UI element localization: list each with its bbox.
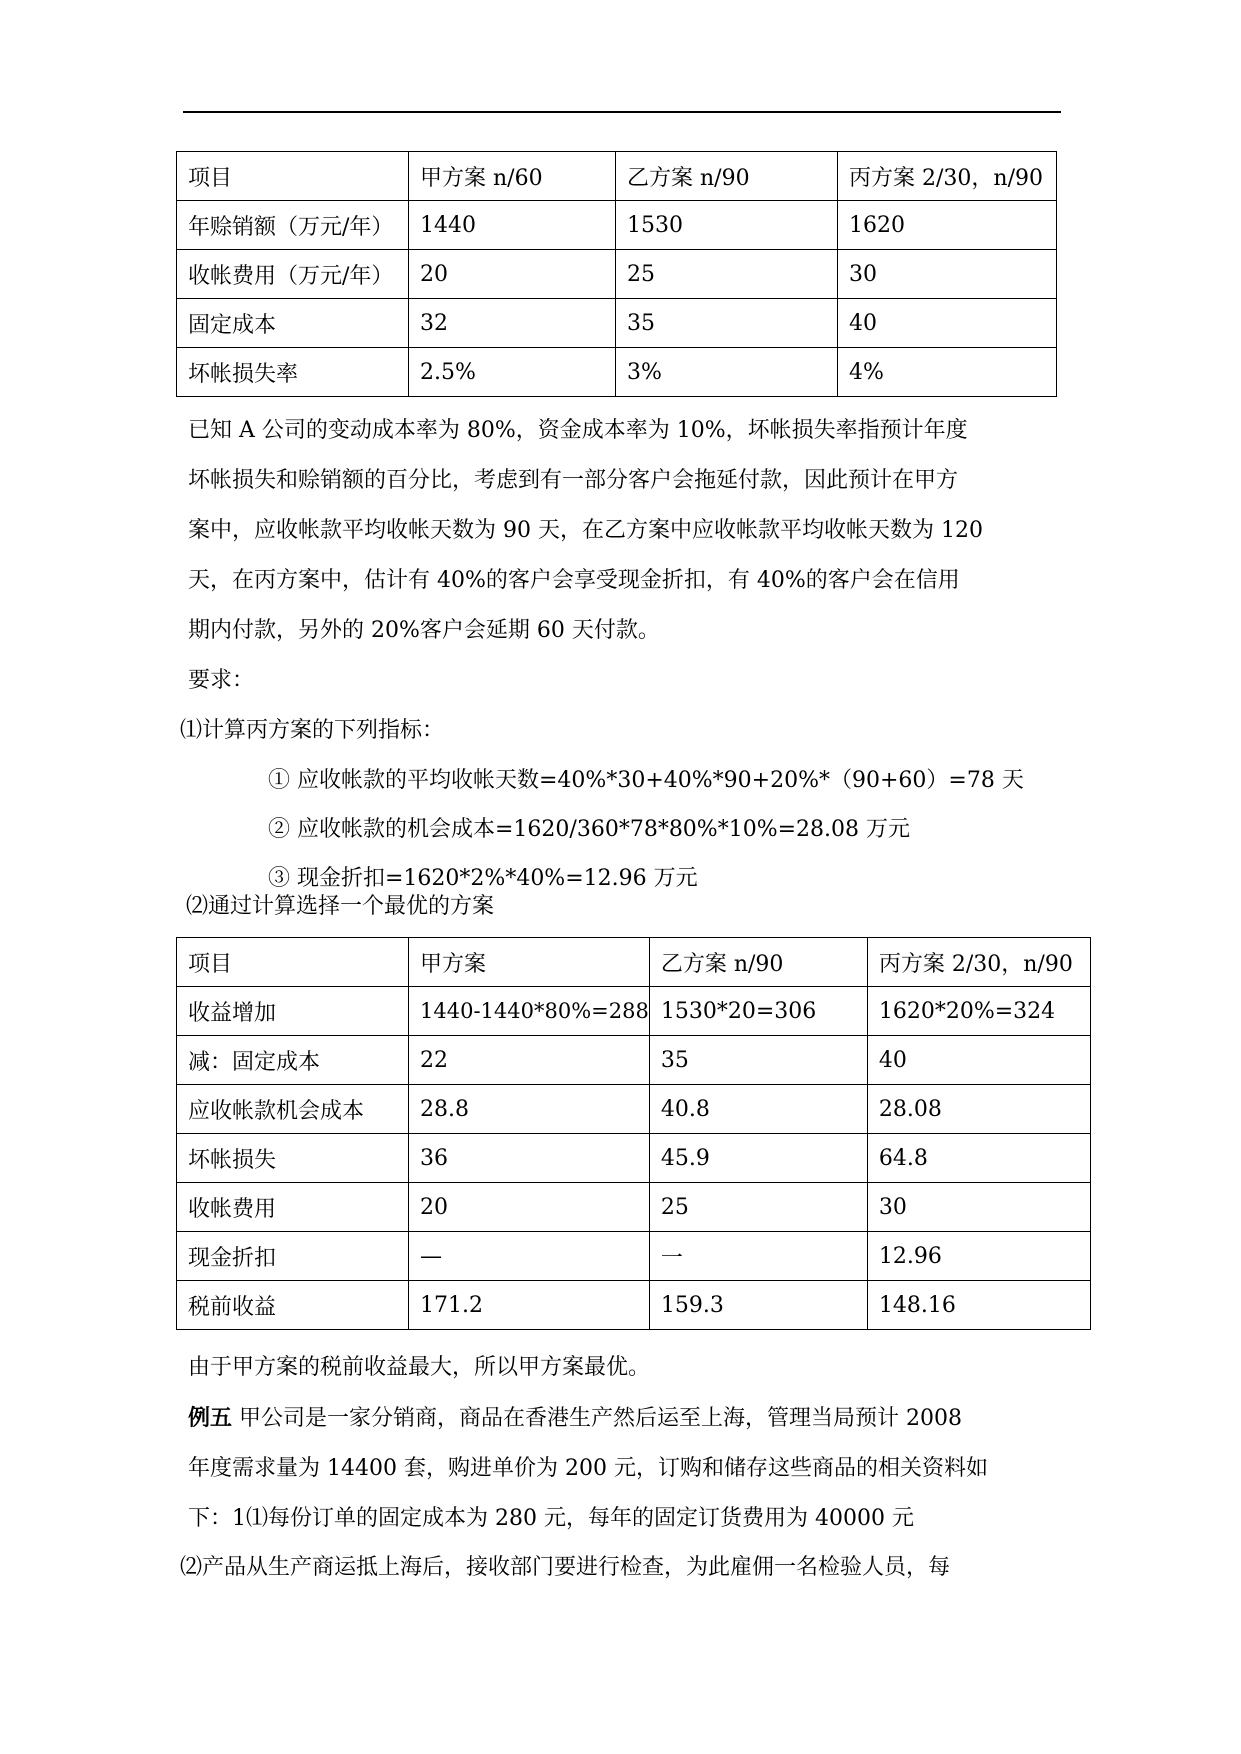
table-cell: 甲方案 n/60 (409, 152, 616, 201)
table-cell: 28.8 (409, 1085, 650, 1134)
table-cell: 2.5% (409, 348, 616, 397)
table-cell: — (409, 1232, 650, 1281)
requirement-label: 要求： (188, 668, 255, 693)
paragraph-line: 年度需求量为 14400 套，购进单价为 200 元，订购和储存这些商品的相关资料如 (188, 1456, 988, 1481)
table-cell: 丙方案 2/30，n/90 (838, 152, 1057, 201)
table-cell: 收帐费用（万元/年） (177, 250, 409, 299)
table-cell: 1440-1440*80%=288 (409, 987, 650, 1036)
table-cell: 一 (649, 1232, 867, 1281)
paragraph-line: ⑵产品从生产商运抵上海后，接收部门要进行检查，为此雇佣一名检验人员，每 (180, 1555, 951, 1580)
table-row (177, 987, 1091, 1036)
table-cell: 项目 (177, 152, 409, 201)
table-cell: 坏帐损失率 (177, 348, 409, 397)
calculation-item: ② 应收帐款的机会成本=1620/360*78*80%*10%=28.08 万元 (268, 817, 911, 842)
table-cell: 64.8 (867, 1134, 1090, 1183)
table-cell: 税前收益 (177, 1281, 409, 1330)
example-label: 例五 (188, 1405, 233, 1431)
problem-paragraph (188, 406, 983, 706)
table-cell: 40 (867, 1036, 1090, 1085)
paragraph-line: 下：1⑴每份订单的固定成本为 280 元，每年的固定订货费用为 40000 元 (188, 1506, 914, 1531)
table-cell: 4% (838, 348, 1057, 397)
question-1: ⑴计算丙方案的下列指标： (180, 718, 445, 743)
table-row (177, 152, 1057, 201)
table-cell: 30 (838, 250, 1057, 299)
table-cell: 减：固定成本 (177, 1036, 409, 1085)
paragraph-line: 已知 A 公司的变动成本率为 80%，资金成本率为 10%，坏帐损失率指预计年度 (188, 418, 968, 443)
table-cell: 148.16 (867, 1281, 1090, 1330)
calculation-item: ① 应收帐款的平均收帐天数=40%*30+40%*90+20%*（90+60）=78 天 (268, 768, 1024, 793)
table-cell: 171.2 (409, 1281, 650, 1330)
table-cell: 丙方案 2/30，n/90 (867, 938, 1090, 987)
paragraph-line: 案中，应收帐款平均收帐天数为 90 天，在乙方案中应收帐款平均收帐天数为 120 (188, 518, 983, 543)
calculation-item: ③ 现金折扣=1620*2%*40%=12.96 万元 (268, 866, 698, 891)
table-cell: 3% (616, 348, 838, 397)
table-row (177, 1232, 1091, 1281)
table-cell: 159.3 (649, 1281, 867, 1330)
table-cell: 固定成本 (177, 299, 409, 348)
table-cell: 28.08 (867, 1085, 1090, 1134)
example-5-paragraph (188, 1393, 988, 1544)
table-cell: 40.8 (649, 1085, 867, 1134)
table-cell: 35 (649, 1036, 867, 1085)
table-row (177, 1085, 1091, 1134)
table-cell: 1620*20%=324 (867, 987, 1090, 1036)
table-row (177, 1281, 1091, 1330)
table-row (177, 1183, 1091, 1232)
table-row (177, 299, 1057, 348)
table-row (177, 938, 1091, 987)
comparison-table (176, 937, 1091, 1330)
table-cell: 1620 (838, 201, 1057, 250)
table-cell: 现金折扣 (177, 1232, 409, 1281)
table-cell: 乙方案 n/90 (649, 938, 867, 987)
paragraph-line: 天，在丙方案中，估计有 40%的客户会享受现金折扣，有 40%的客户会在信用 (188, 568, 960, 593)
table-cell: 20 (409, 1183, 650, 1232)
table-cell: 22 (409, 1036, 650, 1085)
credit-policy-table (176, 151, 1057, 397)
line-text: 甲公司是一家分销商，商品在香港生产然后运至上海，管理当局预计 2008 (232, 1406, 962, 1431)
table-cell: 甲方案 (409, 938, 650, 987)
conclusion-text: 由于甲方案的税前收益最大，所以甲方案最优。 (188, 1355, 651, 1380)
table-cell: 收益增加 (177, 987, 409, 1036)
table-row (177, 348, 1057, 397)
table-cell: 12.96 (867, 1232, 1090, 1281)
table-cell: 36 (409, 1134, 650, 1183)
paragraph-line (188, 1393, 988, 1444)
table-row (177, 201, 1057, 250)
table-cell: 20 (409, 250, 616, 299)
calculation-list (268, 756, 1024, 903)
table-cell: 30 (867, 1183, 1090, 1232)
table-cell: 坏帐损失 (177, 1134, 409, 1183)
table-cell: 乙方案 n/90 (616, 152, 838, 201)
table-cell: 35 (616, 299, 838, 348)
table-row (177, 1134, 1091, 1183)
table-cell: 应收帐款机会成本 (177, 1085, 409, 1134)
table-cell: 32 (409, 299, 616, 348)
table-cell: 1440 (409, 201, 616, 250)
table-cell: 40 (838, 299, 1057, 348)
paragraph-line: 期内付款，另外的 20%客户会延期 60 天付款。 (188, 618, 660, 643)
table-row (177, 1036, 1091, 1085)
table-cell: 年赊销额（万元/年） (177, 201, 409, 250)
table-cell: 25 (649, 1183, 867, 1232)
table-row (177, 250, 1057, 299)
table-cell: 收帐费用 (177, 1183, 409, 1232)
header-rule (183, 111, 1061, 113)
table-cell: 45.9 (649, 1134, 867, 1183)
table-cell: 1530*20=306 (649, 987, 867, 1036)
question-2: ⑵通过计算选择一个最优的方案 (186, 894, 495, 919)
table-cell: 项目 (177, 938, 409, 987)
paragraph-line: 坏帐损失和赊销额的百分比，考虑到有一部分客户会拖延付款，因此预计在甲方 (188, 468, 959, 493)
table-cell: 1530 (616, 201, 838, 250)
table-cell: 25 (616, 250, 838, 299)
